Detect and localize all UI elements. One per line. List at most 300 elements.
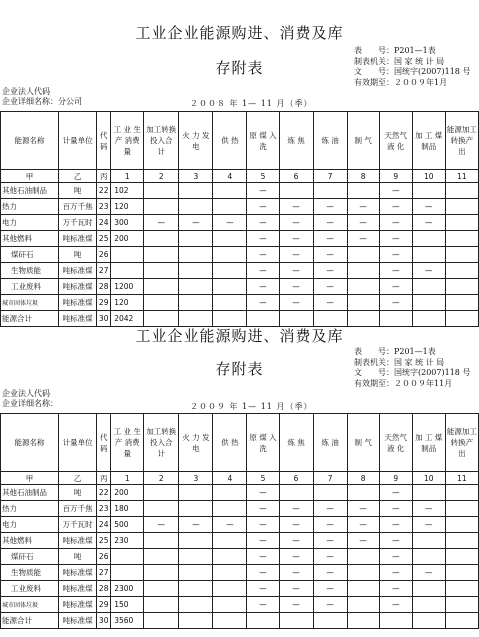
value-cell [379,613,412,629]
header-coal-products: 加 工 煤制品 [412,414,445,472]
value-cell: — [379,247,412,263]
consumption-cell: 180 [111,501,144,517]
energy-table [0,111,479,327]
index-row [1,472,479,485]
unit-cell: 吨 [59,183,97,199]
unit-cell: 吨 [59,549,97,565]
value-cell: — [179,215,213,231]
value-cell: — [379,485,412,501]
header-coal-washing: 原 煤 入 洗 [247,112,279,170]
index-cell: 2 [144,472,179,485]
value-cell [445,231,478,247]
code-cell: 27 [97,263,111,279]
table-row [1,597,479,613]
value-cell: — [347,517,379,533]
unit-cell: 吨标准煤 [59,597,97,613]
value-cell [279,183,313,199]
value-cell [445,247,478,263]
index-cell: 1 [111,472,144,485]
header-refining: 炼 油 [313,414,347,472]
value-cell: — [313,501,347,517]
value-cell [412,581,445,597]
value-cell [213,183,247,199]
value-cell [445,581,478,597]
header-processing-input-total: 加工转换投入合 计 [144,112,179,170]
value-cell [347,485,379,501]
index-cell: 甲 [1,472,59,485]
table-row [1,295,479,311]
header-gas-liquefaction: 天然气 液 化 [379,112,412,170]
header-coal-washing: 原 煤 入 洗 [247,414,279,472]
value-cell [144,501,179,517]
value-cell: — [213,517,247,533]
index-cell: 丙 [97,170,111,183]
code-cell: 30 [97,613,111,629]
unit-cell: 吨标准煤 [59,565,97,581]
energy-name-cell: 其他石油制品 [1,183,59,199]
header-industrial-consumption: 工 业 生 产 消费量 [111,112,144,170]
value-cell: — [279,295,313,311]
index-cell: 4 [213,472,247,485]
energy-name-cell: 煤矸石 [1,247,59,263]
value-cell: — [313,597,347,613]
value-cell [445,215,478,231]
index-cell: 10 [412,472,445,485]
energy-name-cell: 电力 [1,215,59,231]
table-row [1,581,479,597]
unit-cell: 吨标准煤 [59,295,97,311]
value-cell: — [347,533,379,549]
form-number: 表 号：P201—1表 [354,46,436,55]
value-cell: — [213,215,247,231]
energy-name-cell: 城市固体垃圾 [1,597,59,613]
value-cell [179,597,213,613]
value-cell [213,295,247,311]
header-refining: 炼 油 [313,112,347,170]
unit-cell: 吨标准煤 [59,231,97,247]
index-cell: 甲 [1,170,59,183]
value-cell [347,279,379,295]
value-cell: — [279,517,313,533]
value-cell [213,501,247,517]
value-cell: — [379,565,412,581]
value-cell [445,533,478,549]
index-cell: 6 [279,170,313,183]
value-cell [412,613,445,629]
unit-cell: 吨标准煤 [59,263,97,279]
value-cell: — [313,517,347,533]
value-cell: — [247,215,279,231]
energy-table [0,413,479,629]
value-cell: — [313,295,347,311]
index-cell: 5 [247,472,279,485]
form-meta [354,347,470,389]
value-cell [347,613,379,629]
unit-cell: 吨标准煤 [59,581,97,597]
value-cell: — [412,565,445,581]
code-cell: 29 [97,597,111,613]
value-cell [144,533,179,549]
value-cell: — [279,279,313,295]
value-cell: — [379,533,412,549]
document-number: 文 号：国统字(2007)118 号 [354,67,471,76]
value-cell [445,565,478,581]
code-cell: 23 [97,199,111,215]
code-cell: 25 [97,533,111,549]
energy-name-cell: 能源合计 [1,613,59,629]
consumption-cell: 120 [111,199,144,215]
value-cell [179,199,213,215]
header-thermal-power: 火 力 发 电 [179,414,213,472]
value-cell: — [379,231,412,247]
index-cell: 10 [412,170,445,183]
value-cell: — [379,215,412,231]
consumption-cell: 102 [111,183,144,199]
value-cell [313,183,347,199]
value-cell: — [379,581,412,597]
value-cell: — [412,199,445,215]
value-cell [144,485,179,501]
org-code-label: 企业法人代码 [2,389,50,398]
table-row [1,565,479,581]
value-cell: — [313,279,347,295]
value-cell: — [313,581,347,597]
index-cell: 3 [179,170,213,183]
value-cell [213,581,247,597]
value-cell [144,199,179,215]
energy-name-cell: 生物质能 [1,565,59,581]
value-cell: — [347,199,379,215]
header-heating: 供 热 [213,414,247,472]
value-cell: — [247,517,279,533]
value-cell: — [313,231,347,247]
header-heating: 供 热 [213,112,247,170]
header-gas-making: 制 气 [347,112,379,170]
value-cell: — [313,215,347,231]
value-cell: — [279,231,313,247]
index-cell: 7 [313,170,347,183]
header-coking: 炼 焦 [279,112,313,170]
value-cell: — [247,279,279,295]
value-cell [213,279,247,295]
value-cell: — [144,517,179,533]
value-cell [213,247,247,263]
value-cell [313,613,347,629]
code-cell: 28 [97,279,111,295]
value-cell: — [247,501,279,517]
value-cell [247,613,279,629]
code-cell: 22 [97,485,111,501]
table-row [1,533,479,549]
value-cell: — [313,533,347,549]
value-cell: — [379,597,412,613]
report-subtitle: 存附表 [215,59,264,77]
unit-cell: 万千瓦时 [59,517,97,533]
org-name-label: 企业详细名称： [2,399,58,408]
consumption-cell: 300 [111,215,144,231]
value-cell: — [379,279,412,295]
value-cell: — [279,501,313,517]
report-title: 工业企业能源购进、消费及库 [135,327,344,345]
report-period: ２００８ 年 1— 11 月（季） [190,99,313,108]
consumption-cell [111,565,144,581]
value-cell: — [247,533,279,549]
value-cell: — [379,501,412,517]
value-cell [347,565,379,581]
value-cell: — [379,295,412,311]
value-cell [179,295,213,311]
value-cell [412,183,445,199]
header-energy-name: 能源名称 [1,112,59,170]
value-cell: — [347,501,379,517]
value-cell [144,549,179,565]
table-row [1,501,479,517]
table-row [1,263,479,279]
value-cell: — [279,597,313,613]
consumption-cell: 200 [111,485,144,501]
value-cell: — [247,183,279,199]
consumption-cell: 1200 [111,279,144,295]
value-cell: — [279,247,313,263]
value-cell [213,549,247,565]
consumption-cell: 2300 [111,581,144,597]
header-gas-liquefaction: 天然气 液 化 [379,414,412,472]
value-cell: — [412,517,445,533]
header-code: 代码 [97,414,111,472]
table-body [1,485,479,629]
value-cell: — [379,183,412,199]
value-cell: — [247,247,279,263]
energy-name-cell: 能源合计 [1,311,59,327]
value-cell [445,485,478,501]
index-cell: 1 [111,170,144,183]
value-cell: — [247,597,279,613]
report-title: 工业企业能源购进、消费及库 [135,24,344,42]
consumption-cell: 230 [111,533,144,549]
energy-name-cell: 电力 [1,517,59,533]
value-cell [144,613,179,629]
value-cell [144,247,179,263]
value-cell: — [247,263,279,279]
table-row [1,215,479,231]
value-cell [144,263,179,279]
consumption-cell: 3560 [111,613,144,629]
report-section-2 [0,320,479,637]
index-cell: 3 [179,472,213,485]
value-cell [412,485,445,501]
table-body [1,183,479,327]
consumption-cell: 150 [111,597,144,613]
value-cell [144,597,179,613]
header-code: 代码 [97,112,111,170]
value-cell [213,263,247,279]
energy-name-cell: 工业废料 [1,279,59,295]
table-row [1,549,479,565]
valid-until: 有效期至：２００９年11月 [354,378,453,388]
document-number: 文 号：国统字(2007)118 号 [354,368,471,377]
value-cell: — [279,581,313,597]
unit-cell: 吨标准煤 [59,533,97,549]
code-cell: 30 [97,311,111,327]
energy-name-cell: 热力 [1,199,59,215]
table-row [1,183,479,199]
org-name-label: 企业详细名称：分公司 [2,97,82,106]
value-cell [412,549,445,565]
value-cell [412,597,445,613]
unit-cell: 吨 [59,247,97,263]
value-cell: — [279,215,313,231]
code-cell: 25 [97,231,111,247]
energy-name-cell: 其他燃料 [1,533,59,549]
header-unit: 计量单位 [59,414,97,472]
unit-cell: 百万千焦 [59,501,97,517]
consumption-cell: 120 [111,295,144,311]
consumption-cell [111,247,144,263]
index-cell: 6 [279,472,313,485]
report-subtitle: 存附表 [215,360,264,378]
value-cell [445,183,478,199]
header-coking: 炼 焦 [279,414,313,472]
value-cell: — [247,549,279,565]
value-cell [144,231,179,247]
index-cell: 5 [247,170,279,183]
value-cell [347,263,379,279]
value-cell [445,295,478,311]
index-cell: 11 [445,170,478,183]
index-cell: 乙 [59,472,97,485]
index-cell: 11 [445,472,478,485]
table-row [1,199,479,215]
table-row [1,231,479,247]
code-cell: 26 [97,549,111,565]
value-cell [347,581,379,597]
value-cell [445,263,478,279]
value-cell [412,533,445,549]
table-row [1,247,479,263]
value-cell [213,597,247,613]
value-cell [445,279,478,295]
index-cell: 2 [144,170,179,183]
value-cell: — [379,517,412,533]
value-cell: — [313,199,347,215]
code-cell: 29 [97,295,111,311]
index-cell: 4 [213,170,247,183]
energy-name-cell: 热力 [1,501,59,517]
value-cell [179,485,213,501]
value-cell [144,581,179,597]
issuing-authority: 制表机关：国 家 统 计 局 [354,357,445,367]
value-cell [179,231,213,247]
energy-name-cell: 城市固体垃圾 [1,295,59,311]
value-cell [179,549,213,565]
header-unit: 计量单位 [59,112,97,170]
value-cell [179,247,213,263]
table-row [1,279,479,295]
index-row [1,170,479,183]
value-cell: — [247,199,279,215]
value-cell [412,247,445,263]
unit-cell: 百万千焦 [59,199,97,215]
form-meta [354,46,470,88]
value-cell [179,613,213,629]
value-cell [144,295,179,311]
value-cell [412,295,445,311]
value-cell: — [144,215,179,231]
value-cell: — [412,215,445,231]
index-cell: 8 [347,472,379,485]
index-cell: 乙 [59,170,97,183]
value-cell: — [313,247,347,263]
unit-cell: 吨标准煤 [59,279,97,295]
consumption-cell [111,549,144,565]
value-cell [445,613,478,629]
value-cell: — [412,501,445,517]
value-cell: — [379,549,412,565]
value-cell [213,533,247,549]
header-gas-making: 制 气 [347,414,379,472]
issuing-authority: 制表机关：国 家 统 计 局 [354,56,445,66]
index-cell: 9 [379,170,412,183]
value-cell: — [279,263,313,279]
value-cell [179,581,213,597]
value-cell [279,613,313,629]
value-cell [144,565,179,581]
value-cell [347,549,379,565]
energy-name-cell: 工业废料 [1,581,59,597]
index-cell: 9 [379,472,412,485]
consumption-cell: 200 [111,231,144,247]
index-cell: 8 [347,170,379,183]
value-cell: — [279,549,313,565]
header-industrial-consumption: 工 业 生 产 消费量 [111,414,144,472]
value-cell: — [247,295,279,311]
header-thermal-power: 火 力 发 电 [179,112,213,170]
value-cell [347,247,379,263]
value-cell: — [279,565,313,581]
code-cell: 24 [97,517,111,533]
org-code-label: 企业法人代码 [2,87,50,96]
value-cell [412,231,445,247]
header-conversion-output: 能源加工转换产 出 [445,112,478,170]
header-conversion-output: 能源加工转换产 出 [445,414,478,472]
value-cell [313,485,347,501]
unit-cell: 吨标准煤 [59,311,97,327]
value-cell [179,501,213,517]
header-row [1,112,479,170]
value-cell: — [313,263,347,279]
value-cell [179,183,213,199]
table-row [1,613,479,629]
code-cell: 22 [97,183,111,199]
unit-cell: 吨 [59,485,97,501]
energy-name-cell: 其他燃料 [1,231,59,247]
value-cell [445,517,478,533]
header-energy-name: 能源名称 [1,414,59,472]
value-cell: — [379,199,412,215]
code-cell: 23 [97,501,111,517]
energy-name-cell: 煤矸石 [1,549,59,565]
value-cell [445,549,478,565]
energy-name-cell: 其他石油制品 [1,485,59,501]
code-cell: 26 [97,247,111,263]
table-row [1,517,479,533]
value-cell: — [279,199,313,215]
value-cell [144,183,179,199]
consumption-cell: 500 [111,517,144,533]
value-cell: — [379,263,412,279]
value-cell: — [347,231,379,247]
index-cell: 7 [313,472,347,485]
